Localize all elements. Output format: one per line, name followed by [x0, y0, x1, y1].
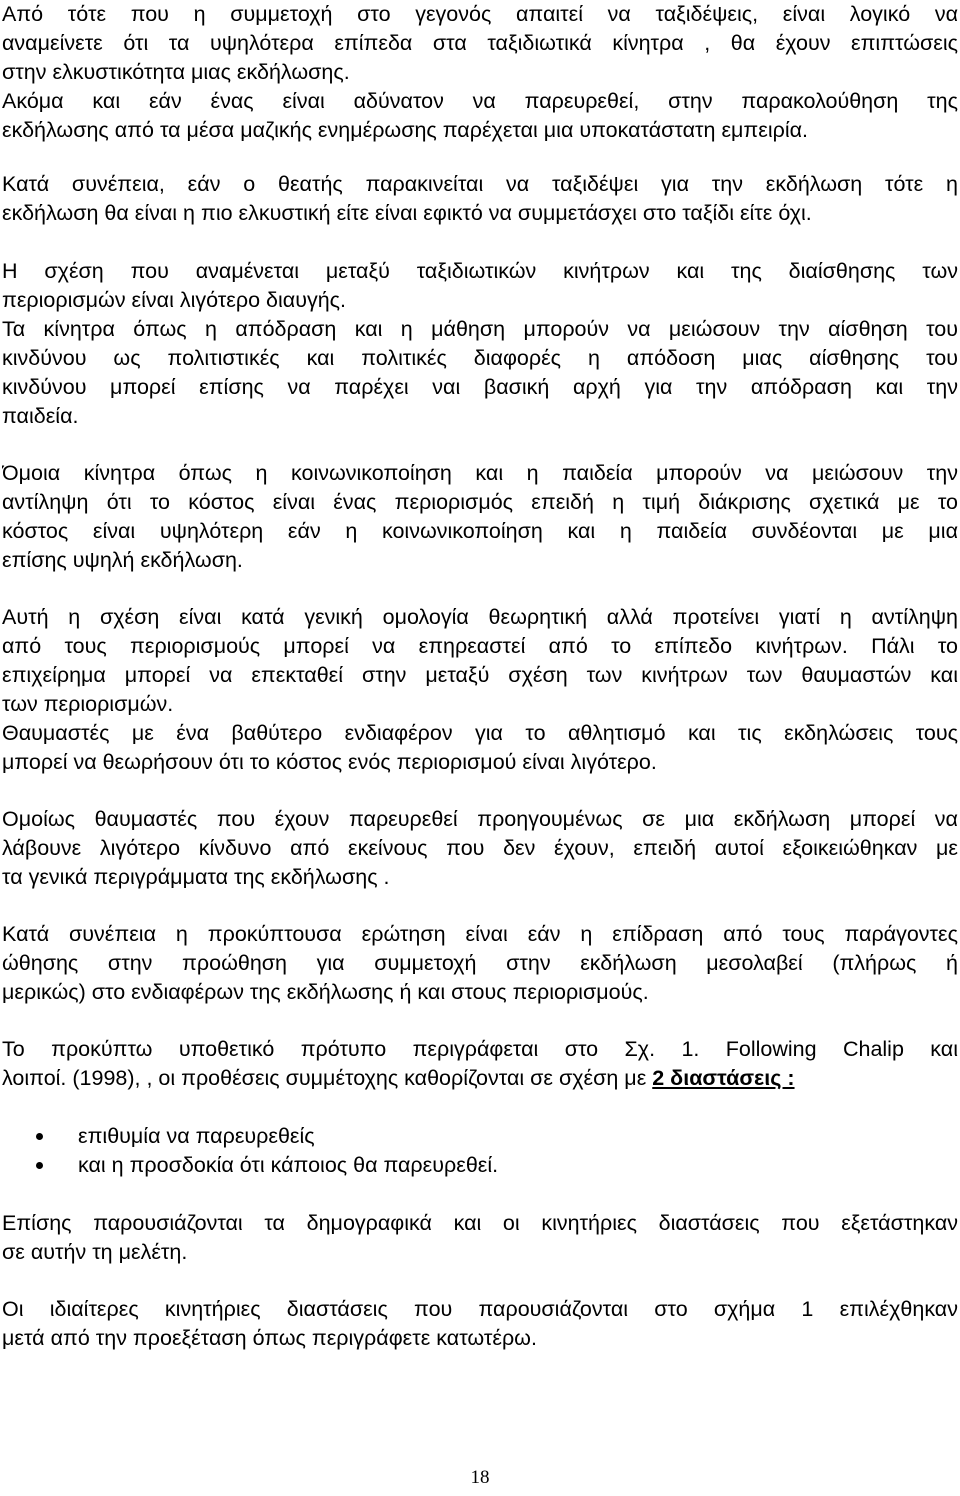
text-line: Οι ιδιαίτερες κινητήριες διαστάσεις που παρουσιάζονται στο σχήμα 1 επιλέχθηκαν: [2, 1297, 958, 1321]
text-line: Το προκύπτω υποθετικό πρότυπο περιγράφεται στο Σχ. 1. Following Chalip και: [2, 1037, 958, 1061]
text-line: μετά από την προεξέταση όπως περιγράφετε κατωτέρω.: [2, 1326, 537, 1350]
bullet-icon: [36, 1162, 43, 1169]
text-line: Ομοίως θαυμαστές που έχουν παρευρεθεί προηγουμένως σε μια εκδήλωση μπορεί να: [2, 807, 958, 831]
text-line-with-emphasis: [2, 1064, 795, 1092]
text-line: επίσης υψηλή εκδήλωση.: [2, 548, 243, 572]
text-line: λάβουνε λιγότερο κίνδυνο από εκείνους που δεν έχουν, επειδή αυτοί εξοικειώθηκαν με: [2, 836, 958, 860]
text-line: μερικώς) στο ενδιαφέρων της εκδήλωσης ή και στους περιορισμούς.: [2, 980, 649, 1004]
text-line: Κατά συνέπεια, εάν ο θεατής παρακινείται να ταξιδέψει για την εκδήλωση τότε η: [2, 172, 958, 196]
text-line: ώθησης στην προώθηση για συμμετοχή στην εκδήλωση μεσολαβεί (πλήρως ή: [2, 951, 958, 975]
text-line: κινδύνου ως πολιτιστικές και πολιτικές διαφορές η απόδοση μιας αίσθησης του: [2, 346, 958, 370]
text-line: περιορισμών είναι λιγότερο διαυγής.: [2, 288, 346, 312]
text-line: στην ελκυστικότητα μιας εκδήλωσης.: [2, 60, 350, 84]
text-span: λοιποί. (1998), , οι προθέσεις συμμέτοχης καθορίζονται σε σχέση με: [2, 1066, 653, 1090]
text-line: από τους περιορισμούς μπορεί να επηρεαστεί από το επίπεδο κινήτρων. Πάλι το: [2, 634, 958, 658]
text-line: Τα κίνητρα όπως η απόδραση και η μάθηση μπορούν να μειώσουν την αίσθηση του: [2, 317, 958, 341]
text-line: σε αυτήν τη μελέτη.: [2, 1240, 188, 1264]
text-line: Αυτή η σχέση είναι κατά γενική ομολογία θεωρητική αλλά προτείνει γιατί η αντίληψη: [2, 605, 958, 629]
text-line: κινδύνου μπορεί επίσης να παρέχει ναι βασική αρχή για την απόδραση και την: [2, 375, 958, 399]
text-line: Ακόμα και εάν ένας είναι αδύνατον να παρευρεθεί, στην παρακολούθηση της: [2, 89, 958, 113]
text-line: εκδήλωσης από τα μέσα μαζικής ενημέρωσης παρέχεται μια υποκατάστατη εμπειρία.: [2, 118, 809, 142]
text-line: Κατά συνέπεια η προκύπτουσα ερώτηση είναι εάν η επίδραση από τους παράγοντες: [2, 922, 958, 946]
text-line: κόστος είναι υψηλότερη εάν η κοινωνικοποίηση και η παιδεία συνδέονται με μια: [2, 519, 958, 543]
text-line: Θαυμαστές με ένα βαθύτερο ενδιαφέρον για το αθλητισμό και τις εκδηλώσεις τους: [2, 721, 958, 745]
text-line: Όμοια κίνητρα όπως η κοινωνικοποίηση και η παιδεία μπορούν να μειώσουν την: [2, 461, 958, 485]
text-line: Επίσης παρουσιάζονται τα δημογραφικά και οι κινητήριες διαστάσεις που εξετάστηκαν: [2, 1211, 958, 1235]
text-line: τα γενικά περιγράμματα της εκδήλωσης .: [2, 865, 390, 889]
text-line: αντίληψη ότι το κόστος είναι ένας περιορισμός επειδή η τιμή διάκρισης σχετικά με το: [2, 490, 958, 514]
text-line: Η σχέση που αναμένεται μεταξύ ταξιδιωτικών κινήτρων και της διαίσθησης των: [2, 259, 958, 283]
emphasized-dimensions-label: 2 διαστάσεις :: [652, 1066, 795, 1090]
text-line: επιχείρημα μπορεί να επεκταθεί στην μεταξύ σχέση των κινήτρων των θαυμαστών και: [2, 663, 958, 687]
text-line: μπορεί να θεωρήσουν ότι το κόστος ενός περιορισμού είναι λιγότερο.: [2, 750, 657, 774]
text-line: Από τότε που η συμμετοχή στο γεγονός απαιτεί να ταξιδέψεις, είναι λογικό να: [2, 2, 958, 26]
text-line: των περιορισμών.: [2, 692, 174, 716]
bullet-item: και η προσδοκία ότι κάποιος θα παρευρεθεί.: [78, 1153, 499, 1177]
bullet-item: επιθυμία να παρευρεθείς: [78, 1124, 315, 1148]
bullet-icon: [36, 1133, 43, 1140]
text-line: παιδεία.: [2, 404, 79, 428]
page-number: 18: [470, 1467, 490, 1488]
text-line: αναμείνετε ότι τα υψηλότερα επίπεδα στα ταξιδιωτικά κίνητρα , θα έχουν επιπτώσεις: [2, 31, 958, 55]
text-line: εκδήλωση θα είναι η πιο ελκυστική είτε είναι εφικτό να συμμετάσχει στο ταξίδι είτε όχι.: [2, 201, 812, 225]
